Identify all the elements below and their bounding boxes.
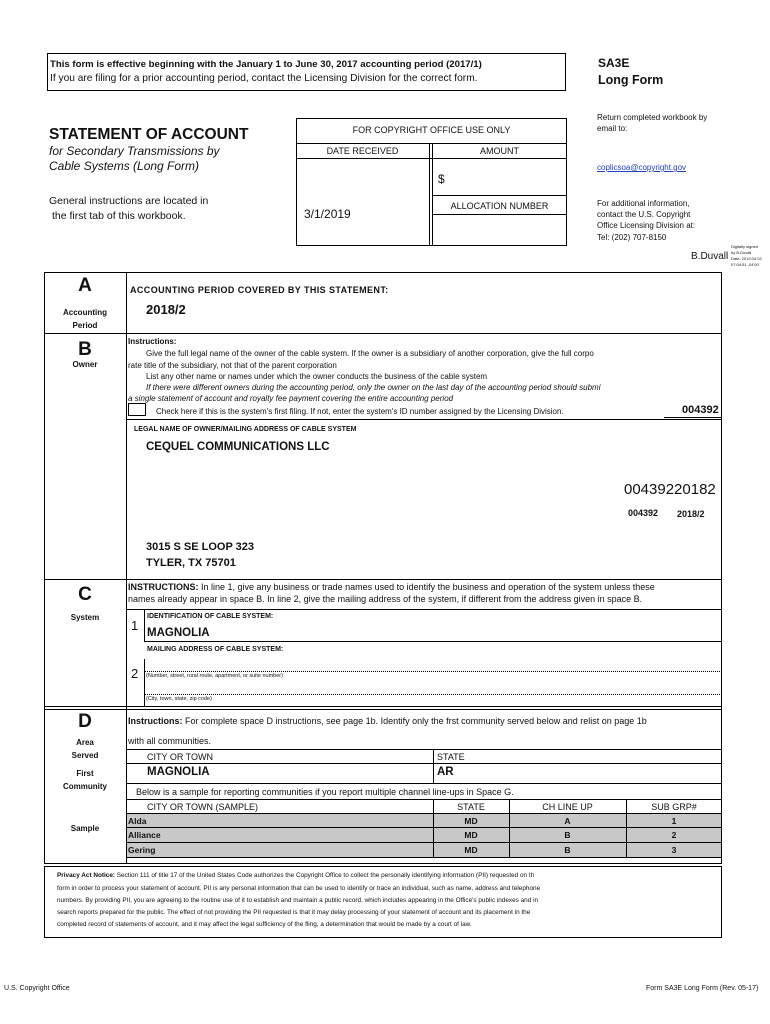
section-a-label-2: Period (72, 321, 98, 330)
accounting-period-value: 2018/2 (146, 302, 186, 317)
amount-value: $ (438, 172, 445, 186)
first-filing-checkbox[interactable] (128, 403, 146, 416)
general-instructions-2: the first tab of this workbook. (52, 210, 186, 222)
sample-row-2-state: MD (464, 830, 478, 840)
cable-system-id-label: IDENTIFICATION OF CABLE SYSTEM: (147, 613, 274, 620)
section-d-label-community: Community (63, 782, 107, 791)
city-or-town-header: CITY OR TOWN (147, 752, 214, 762)
section-b-instruction-3: List any other name or names under which the owner conducts the business of the cable system (146, 372, 488, 381)
section-c-letter: C (78, 584, 92, 605)
date-received-label: DATE RECEIVED (326, 146, 399, 156)
owner-name: CEQUEL COMMUNICATIONS LLC (146, 441, 330, 453)
city-address-field[interactable] (144, 694, 722, 695)
section-d-label-sample: Sample (70, 824, 100, 833)
section-b-letter: B (78, 339, 92, 360)
system-line-1-number: 1 (131, 618, 139, 633)
signature-name: B.Duvall (691, 251, 729, 262)
signature-line-3: Date: 2019.04.02 (731, 256, 762, 261)
sample-row-3-lineup: B (564, 845, 571, 855)
amount-label: AMOUNT (480, 146, 519, 156)
section-d-label-first: First (76, 769, 94, 778)
info-line-2: contact the U.S. Copyright (597, 210, 691, 219)
signature-line-4: 07:04:51 -04'00' (731, 262, 760, 267)
mailing-address-label: MAILING ADDRESS OF CABLE SYSTEM: (147, 646, 284, 653)
system-line-2-number: 2 (131, 666, 139, 681)
owner-id-small: 004392 (628, 508, 659, 518)
statement-subtitle-1: for Secondary Transmissions by (49, 144, 220, 158)
privacy-line-4: search reports prepared for the public. The effect of not providing the PII requested is that it may delay processing of your statement of account and its placement in the (57, 909, 531, 916)
date-received-value: 3/1/2019 (304, 207, 351, 221)
sample-row-2-subgrp: 2 (671, 830, 677, 840)
section-d-instruction-1 (128, 716, 647, 726)
info-line-3: Office Licensing Division at: (597, 221, 696, 230)
first-community-state: AR (437, 766, 454, 778)
section-d-letter: D (78, 711, 92, 732)
sample-header-sub-grp: SUB GRP# (651, 802, 697, 812)
section-b-instructions-label: Instructions: (128, 337, 177, 346)
privacy-line-2: form in order to process your statement of account. PII is any personal information that can be used to identify or trace an individual, such as name, address and telephone (57, 885, 541, 892)
section-d-label-area: Area (76, 738, 94, 747)
sample-header-ch-line-up: CH LINE UP (542, 802, 593, 812)
system-id-value: 004392 (682, 404, 719, 416)
first-filing-text: Check here if this is the system's first filing. If not, enter the system's ID number assigned by the Licensing Division. (156, 407, 564, 416)
owner-id-large: 00439220182 (624, 481, 716, 498)
info-line-1: For additional information, (597, 199, 690, 208)
owner-address-1: 3015 S SE LOOP 323 (146, 541, 255, 553)
privacy-line-1-text: Section 111 of title 17 of the United States Code authorizes the Copyright Office to collect the personally identifying information (PII) requested on th (115, 872, 535, 879)
owner-address-2: TYLER, TX 75701 (146, 557, 236, 569)
sample-row-2-lineup: B (564, 830, 571, 840)
sample-row-3-subgrp: 3 (671, 845, 677, 855)
section-c-instruction-1 (128, 582, 655, 592)
accounting-period-heading: ACCOUNTING PERIOD COVERED BY THIS STATEMENT: (130, 285, 389, 295)
signature-line-2: by B.Duvall (731, 250, 752, 255)
statement-title: STATEMENT OF ACCOUNT (49, 126, 249, 143)
section-d-label-served: Served (71, 751, 99, 760)
signature-line-1: Digitally signed (731, 244, 758, 249)
section-c-instruction-text: In line 1, give any business or trade names used to identify the business and operation of the system unless these (198, 582, 655, 592)
section-b-instruction-1: Give the full legal name of the owner of the cable system. If the owner is a subsidiary of another corporation, give the full corpo (146, 349, 594, 358)
section-b-label: Owner (72, 360, 98, 369)
legal-name-label: LEGAL NAME OF OWNER/MAILING ADDRESS OF CABLE SYSTEM (134, 426, 357, 433)
footer-right: Form SA3E Long Form (Rev. 05-17) (646, 985, 759, 992)
allocation-number-label: ALLOCATION NUMBER (450, 201, 549, 211)
first-community-city: MAGNOLIA (147, 766, 210, 778)
section-c-instructions-label: INSTRUCTIONS: (128, 582, 199, 592)
cable-system-name: MAGNOLIA (147, 627, 210, 639)
footer-left: U.S. Copyright Office (4, 985, 70, 992)
section-d-instructions-label: Instructions: (128, 716, 183, 726)
sample-row-2-city: Alliance (128, 830, 161, 840)
section-b-instruction-2: rate title of the subsidiary, not that of the parent corporation (128, 361, 337, 370)
office-use-header: FOR COPYRIGHT OFFICE USE ONLY (352, 125, 511, 135)
return-note: Return completed workbook by email to: (597, 113, 708, 133)
state-header: STATE (437, 752, 465, 762)
section-d-instruction-text: For complete space D instructions, see page 1b. Identify only the frst community served below and relist on page 1b (182, 716, 647, 726)
city-address-hint: (City, town, state, zip code) (146, 696, 212, 702)
privacy-label: Privacy Act Notice: (57, 872, 116, 879)
section-c-label: System (70, 613, 100, 622)
sample-header-state: STATE (457, 802, 485, 812)
section-b-instruction-4: If there were different owners during the accounting period, only the owner on the last day of the accounting period should submi (146, 383, 601, 392)
privacy-line-5: completed record of statements of account, and it may affect the legal sufficiency of the fling, a determination that would be made by a court of law. (57, 921, 472, 928)
notice-line-2: If you are filing for a prior accounting period, contact the Licensing Division for the correct form. (50, 73, 478, 84)
section-c-instruction-2: names already appear in space B. In line 2, give the mailing address of the system, if different from the address given in space B. (128, 594, 643, 604)
section-a-label-1: Accounting (63, 308, 107, 317)
sample-note: Below is a sample for reporting communities if you report multiple channel line-ups in Space G. (136, 787, 514, 797)
info-line-4: Tel: (202) 707-8150 (597, 233, 667, 242)
notice-line-1: This form is effective beginning with the January 1 to June 30, 2017 accounting period (2017/1) (50, 59, 482, 70)
statement-subtitle-2: Cable Systems (Long Form) (49, 159, 200, 173)
street-address-field[interactable] (144, 671, 722, 672)
form-code: SA3E (598, 56, 630, 70)
sample-row-3-state: MD (464, 845, 478, 855)
privacy-line-1 (57, 872, 534, 879)
privacy-line-3: numbers. By providing PII, you are agreeing to the routine use of it to establish and maintain a public record, which includes appearing in the Office's public indexes and in (57, 897, 539, 904)
sample-row-3-city: Gering (128, 845, 156, 855)
section-d-instruction-2: with all communities. (128, 736, 212, 746)
owner-period-small: 2018/2 (677, 509, 705, 519)
general-instructions-1: General instructions are located in (49, 195, 209, 207)
street-address-hint: (Number, street, rural route, apartment, or suite number) (146, 673, 283, 679)
form-name: Long Form (598, 73, 664, 87)
sample-row-1-lineup: A (564, 816, 571, 826)
sample-row-1-state: MD (464, 816, 478, 826)
sample-row-1-subgrp: 1 (671, 816, 677, 826)
email-link[interactable]: coplicsoa@copyright.gov (597, 163, 687, 172)
sample-header-city: CITY OR TOWN (SAMPLE) (147, 802, 259, 812)
sample-row-1-city: Alda (128, 816, 147, 826)
section-b-instruction-5: a single statement of account and royalty fee payment covering the entire accounting period (128, 394, 454, 403)
section-a-letter: A (78, 275, 92, 296)
